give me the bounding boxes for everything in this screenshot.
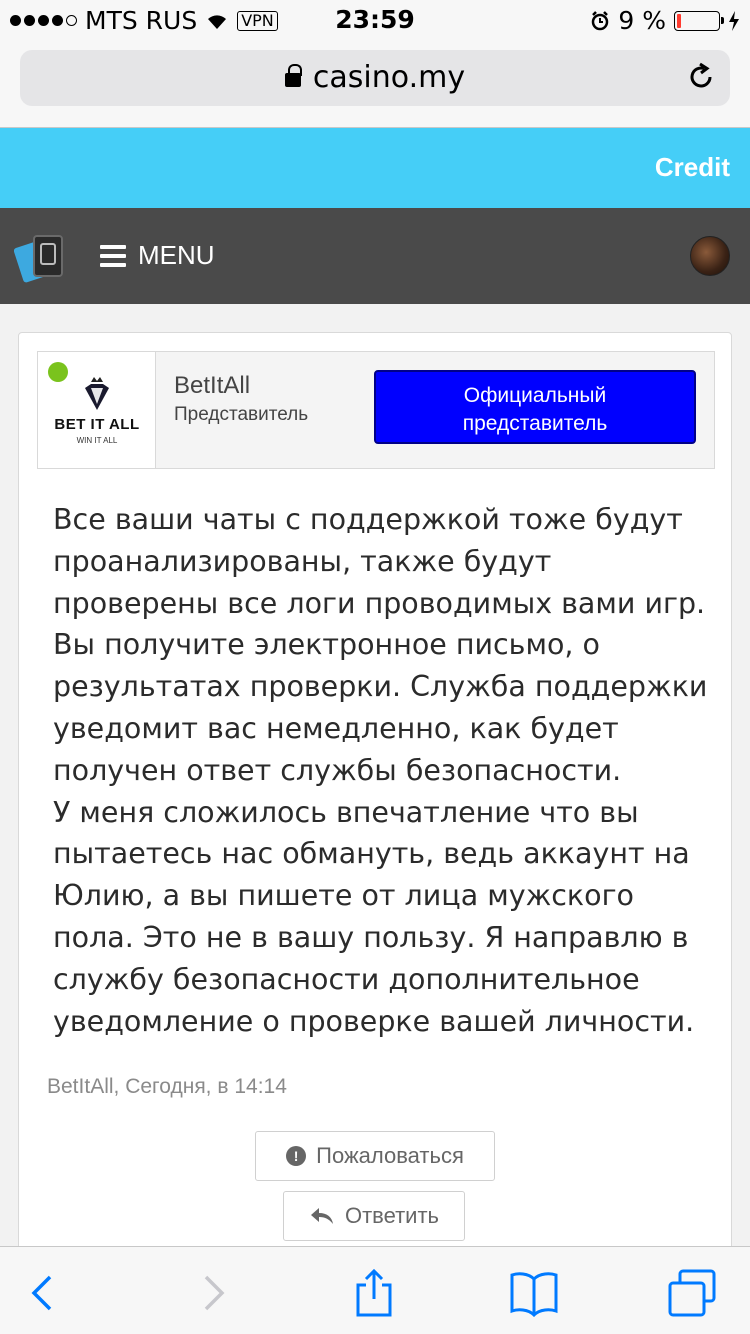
reload-icon[interactable] (686, 62, 716, 92)
post-author-box (37, 351, 715, 469)
status-bar (0, 0, 750, 40)
reply-label: Ответить (344, 1203, 440, 1228)
bookmarks-icon[interactable] (508, 1269, 560, 1317)
hamburger-icon (100, 245, 126, 267)
author-role: Представитель (174, 404, 309, 425)
browser-toolbar (0, 1246, 750, 1334)
address-bar[interactable] (20, 50, 730, 106)
author-logo[interactable] (38, 352, 156, 468)
report-button[interactable] (255, 1131, 495, 1181)
post-meta: BetItAll, Сегодня, в 14:14 (47, 1075, 287, 1098)
exclamation-icon: ! (286, 1146, 306, 1166)
official-representative-badge (374, 370, 696, 444)
diamond-crown-icon (82, 374, 112, 412)
site-logo-icon[interactable] (14, 232, 68, 284)
browser-address-area (0, 40, 750, 128)
badge-label: Официальный представитель (462, 384, 608, 435)
meta-author[interactable]: BetItAll (47, 1075, 114, 1098)
credit-bar (0, 128, 750, 208)
menu-button[interactable] (100, 240, 215, 271)
lock-icon (285, 73, 301, 87)
battery-icon (674, 11, 720, 31)
menu-label: MENU (138, 240, 215, 270)
author-name[interactable]: BetItAll (174, 372, 251, 399)
user-avatar[interactable] (690, 236, 730, 276)
share-icon[interactable] (348, 1269, 400, 1317)
url-text: casino.my (312, 60, 466, 95)
clock: 23:59 (335, 5, 415, 34)
meta-date[interactable]: Сегодня, в 14:14 (125, 1075, 287, 1098)
charging-icon (728, 11, 740, 31)
forward-icon[interactable] (186, 1269, 238, 1317)
back-icon[interactable] (18, 1269, 70, 1317)
logo-tagline: WIN IT ALL (76, 436, 118, 445)
vpn-badge: VPN (237, 11, 278, 31)
site-navbar (0, 208, 750, 304)
logo-title: BET IT ALL (54, 416, 140, 433)
online-indicator (48, 362, 68, 382)
post-card (18, 332, 732, 1282)
battery-percent: 9 % (618, 6, 666, 35)
carrier-label: MTS RUS (85, 6, 198, 35)
post-message: Все ваши чаты с поддержкой тоже будут проанализированы, также будут проверены все логи проводимых вами игр. Вы получите электронное письмо, о результатах проверки. Служба поддержки уведомит вас немедленно, как будет получен ответ службы безопасности. У меня сложилось впечатление что вы пытаетесь нас обмануть, ведь аккаунт на Юлию, а вы пишете от лица мужского пола. Это не в вашу пользу. Я направлю в службу безопасности дополнительное уведомление о проверке вашей личности. (53, 503, 708, 1038)
credit-link[interactable]: Credit (654, 152, 730, 182)
reply-arrow-icon (309, 1206, 335, 1226)
reply-button[interactable] (283, 1191, 465, 1241)
tabs-icon[interactable] (666, 1269, 718, 1317)
alarm-icon (590, 11, 610, 31)
report-label: Пожаловаться (316, 1143, 464, 1168)
